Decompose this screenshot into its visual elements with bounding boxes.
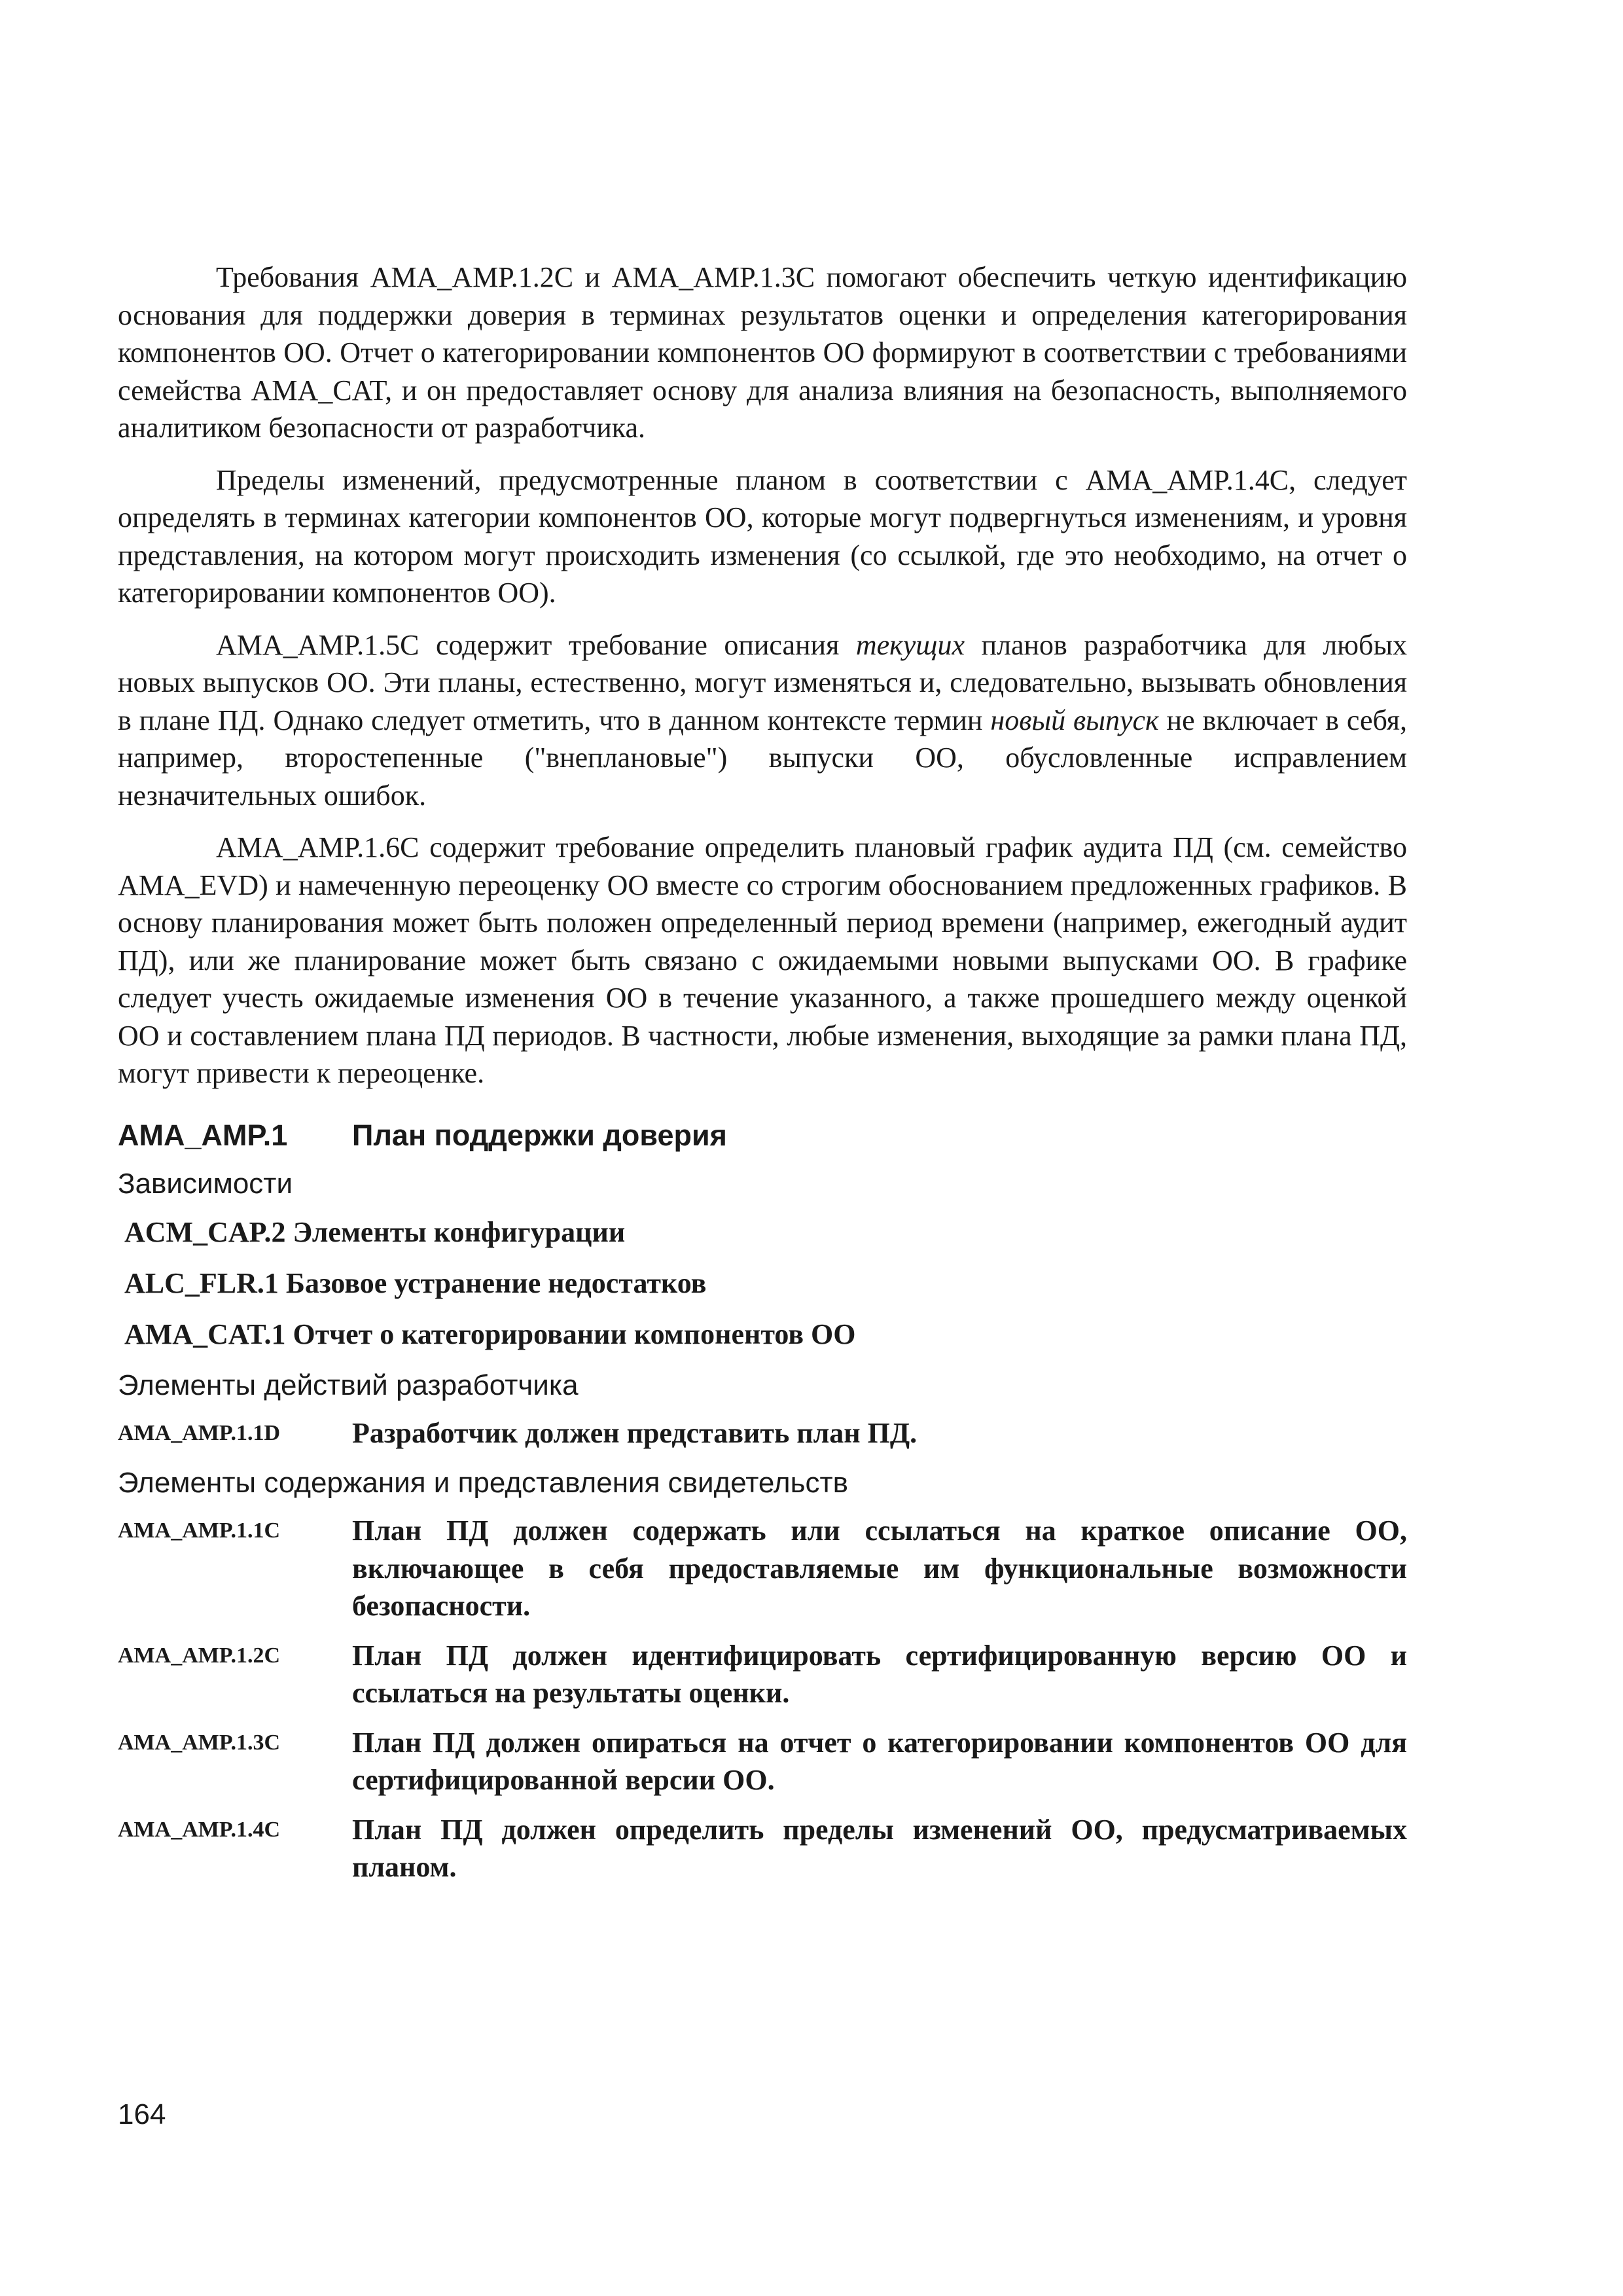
paragraph-4: AMA_AMP.1.6C содержит требование определить плановый график аудита ПД (см. семейство AMA_EVD) и намеченную переоценку ОО вместе со строгим обоснованием предложенных графиков. В основу планирования может быть положен определенный период времени (например, ежегодный аудит ПД), или же планирование может быть связано с ожидаемыми новыми выпусками ОО. В графике следует учесть ожидаемые изменения ОО в течение указанного, а также прошедшего между оценкой ОО и составлением плана ПД периодов. В частности, любые изменения, выходящие за рамки плана ПД, могут привести к переоценке. bbox=[118, 831, 1407, 1089]
element-code: AMA_AMP.1.1D bbox=[118, 1420, 281, 1445]
element-code: AMA_AMP.1.4C bbox=[118, 1817, 281, 1842]
dependency-item: AMA_CAT.1 Отчет о категорировании компонентов ОО bbox=[124, 1318, 856, 1350]
content-element bbox=[118, 1724, 1407, 1799]
paragraph-1: Требования AMA_AMP.1.2C и AMA_AMP.1.3C помогают обеспечить четкую идентификацию основания для поддержки доверия в терминах результатов оценки и определения категорирования компонентов ОО. Отчет о категорировании компонентов ОО формируют в соответствии с требованиями семейства AMA_CAT, и он предоставляет основу для анализа влияния на безопасность, выполняемого аналитиком безопасности от разработчика. bbox=[118, 261, 1407, 444]
section-title: План поддержки доверия bbox=[352, 1118, 727, 1152]
paragraph-3-emphasis: текущих bbox=[855, 628, 965, 661]
paragraph-3-emphasis-2: новый выпуск bbox=[990, 704, 1159, 736]
content-element bbox=[118, 1811, 1407, 1886]
element-text: План ПД должен опираться на отчет о категорировании компонентов ОО для сертифицированной версии ОО. bbox=[352, 1726, 1407, 1796]
paragraph-3-part-b: планов разработчика для любых новых выпусков ОО. Эти планы, естественно, могут изменяться и, следовательно, вызывать обновления в плане ПД. Однако следует отметить, что в данном контексте термин bbox=[118, 628, 1408, 736]
page-content bbox=[118, 259, 1407, 1898]
element-code: AMA_AMP.1.1C bbox=[118, 1518, 281, 1543]
element-text: План ПД должен определить пределы изменений ОО, предусматриваемых планом. bbox=[352, 1813, 1407, 1883]
page-number: 164 bbox=[118, 2098, 166, 2130]
dependencies-heading: Зависимости bbox=[118, 1167, 293, 1200]
paragraph-3 bbox=[118, 626, 1407, 815]
element-code: AMA_AMP.1.2C bbox=[118, 1643, 281, 1668]
paragraph-2: Пределы изменений, предусмотренные планом в соответствии с AMA_AMP.1.4C, следует определять в терминах категории компонентов ОО, которые могут подвергнуться изменениям, и уровня представления, на котором могут происходить изменения (со ссылкой, где это необходимо, на отчет о категорировании компонентов ОО). bbox=[118, 463, 1407, 609]
element-text: План ПД должен содержать или ссылаться на краткое описание ОО, включающее в себя предоставляемые им функциональные возможности безопасности. bbox=[352, 1515, 1407, 1622]
dependency-item: ACM_CAP.2 Элементы конфигурации bbox=[124, 1215, 626, 1248]
paragraph-3-part-a: AMA_AMP.1.5C содержит требование описания bbox=[216, 628, 856, 661]
content-element bbox=[118, 1637, 1407, 1712]
content-elements-heading: Элементы содержания и представления свидетельств bbox=[118, 1467, 849, 1499]
element-code: AMA_AMP.1.3C bbox=[118, 1730, 281, 1755]
dependency-item: ALC_FLR.1 Базовое устранение недостатков bbox=[124, 1266, 707, 1299]
developer-elements-heading: Элементы действий разработчика bbox=[118, 1369, 579, 1401]
section-code: AMA_AMP.1 bbox=[118, 1118, 288, 1152]
paragraph-3-part-c: не включает в себя, например, второстепенные ("внеплановые") выпуски ОО, обусловленные исправлением незначительных ошибок. bbox=[118, 704, 1408, 812]
element-text: Разработчик должен представить план ПД. bbox=[352, 1416, 918, 1449]
element-text: План ПД должен идентифицировать сертифицированную версию ОО и ссылаться на результаты оценки. bbox=[352, 1639, 1407, 1709]
developer-element bbox=[118, 1414, 1407, 1452]
content-element bbox=[118, 1512, 1407, 1625]
section-heading bbox=[118, 1116, 1407, 1155]
